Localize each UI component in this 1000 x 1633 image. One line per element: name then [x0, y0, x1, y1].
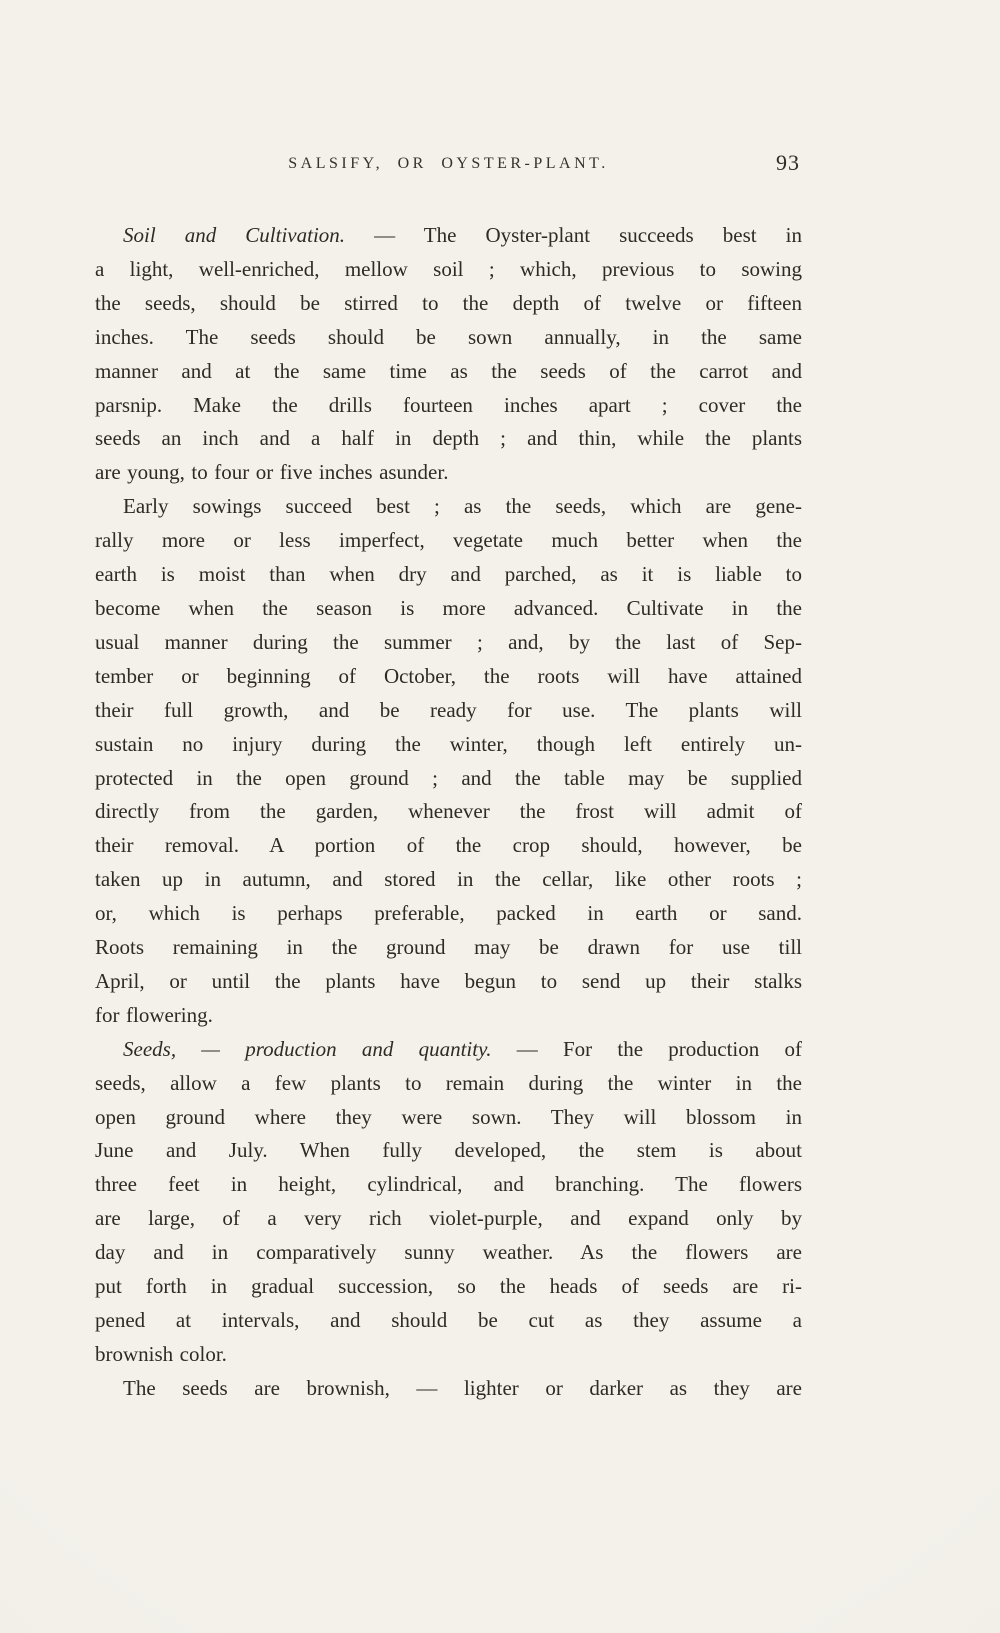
page-header	[95, 150, 802, 184]
text-line: day and in comparatively sunny weather. As the flowers are	[95, 1240, 802, 1265]
paragraph	[95, 219, 802, 490]
text-line: are large, of a very rich violet-purple, and expand only by	[95, 1206, 802, 1231]
text-line: directly from the garden, whenever the frost will admit of	[95, 799, 802, 824]
text-line: for flowering.	[95, 1002, 213, 1027]
running-title: SALSIFY, OR OYSTER-PLANT.	[288, 155, 609, 172]
text-line: April, or until the plants have begun to send up their stalks	[95, 968, 802, 993]
text-line: open ground where they were sown. They will blossom in	[95, 1104, 802, 1129]
text-line: Roots remaining in the ground may be drawn for use till	[95, 935, 802, 960]
text-line: put forth in gradual succession, so the heads of seeds are ri-	[95, 1274, 802, 1299]
text-line: seeds an inch and a half in depth ; and thin, while the plants	[95, 426, 802, 451]
text-line: tember or beginning of October, the roots will have attained	[95, 663, 802, 688]
text-line: usual manner during the summer ; and, by the last of Sep-	[95, 629, 802, 654]
text-line: brownish color.	[95, 1341, 227, 1366]
text-line: the seeds, should be stirred to the depth of twelve or fifteen	[95, 290, 802, 315]
text-line: their full growth, and be ready for use. The plants will	[95, 697, 802, 722]
text-line: their removal. A portion of the crop should, however, be	[95, 833, 802, 858]
italic-lead: Seeds, — production and quantity.	[123, 1036, 492, 1061]
text-line: pened at intervals, and should be cut as they assume a	[95, 1308, 802, 1332]
text-line: become when the season is more advanced. Cultivate in the	[95, 595, 802, 620]
text-line: or, which is perhaps preferable, packed in earth or sand.	[95, 901, 802, 926]
text-line: Seeds, — production and quantity. — For the production of	[123, 1036, 802, 1061]
text-line: seeds, allow a few plants to remain during the winter in the	[95, 1070, 802, 1095]
text-line: three feet in height, cylindrical, and branching. The flowers	[95, 1172, 802, 1197]
paragraph	[95, 490, 802, 1033]
text-line: earth is moist than when dry and parched, as it is liable to	[95, 562, 802, 587]
text-line: protected in the open ground ; and the table may be supplied	[95, 765, 802, 790]
page-number: 93	[776, 150, 800, 175]
text-line: Soil and Cultivation. — The Oyster-plant succeeds best in	[123, 223, 802, 247]
text-line: sustain no injury during the winter, though left entirely un-	[95, 731, 802, 756]
text-line: June and July. When fully developed, the stem is about	[95, 1138, 802, 1163]
text-line: a light, well-enriched, mellow soil ; which, previous to sowing	[95, 256, 802, 281]
page-text	[95, 219, 802, 1406]
text-line: parsnip. Make the drills fourteen inches apart ; cover the	[95, 392, 802, 417]
text-line: taken up in autumn, and stored in the cellar, like other roots ;	[95, 867, 802, 892]
text-line: Early sowings succeed best ; as the seeds, which are gene-	[123, 494, 802, 519]
paragraph	[95, 1033, 802, 1372]
text-line: are young, to four or five inches asunder.	[95, 460, 449, 485]
text-line: manner and at the same time as the seeds of the carrot and	[95, 358, 802, 383]
paragraph	[95, 1372, 802, 1406]
italic-lead: Soil and Cultivation.	[123, 223, 346, 247]
text-line: inches. The seeds should be sown annually, in the same	[95, 324, 802, 349]
text-line: rally more or less imperfect, vegetate much better when the	[95, 528, 802, 553]
text-line: The seeds are brownish, — lighter or darker as they are	[123, 1375, 802, 1400]
